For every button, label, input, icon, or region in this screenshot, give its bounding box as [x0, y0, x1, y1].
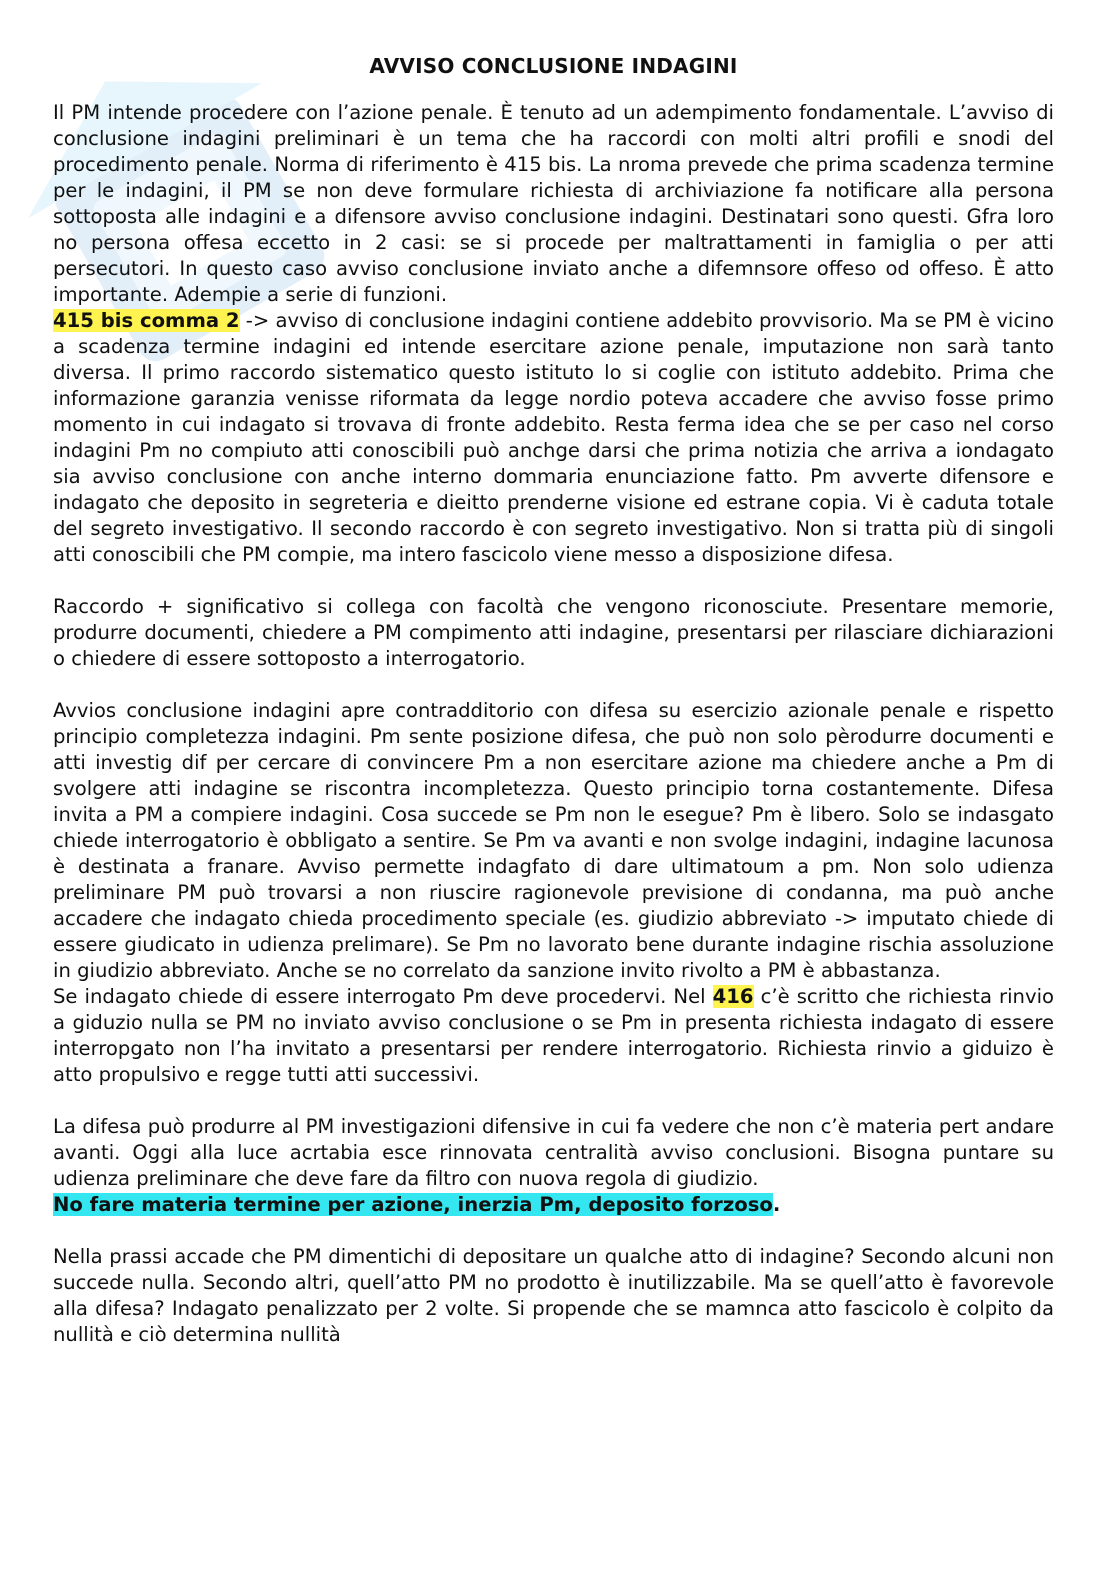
paragraph-heading-highlight	[53, 1192, 1054, 1218]
spacer	[53, 672, 1054, 698]
spacer	[53, 1088, 1054, 1114]
spacer	[53, 568, 1054, 594]
paragraph-interrogatorio-text-b: c’è scritto che richiesta rinvio a giduzio nulla se PM no inviato avviso conclusione o se Pm in presenta richiesta indagato di essere interropgato non l’ha invitato a presentarsi per rendere interrogatorio. Richiesta rinvio a giduizo è atto propulsivo e regge tutti atti successivi.	[53, 985, 1054, 1086]
highlight-no-fare-materia: No fare materia termine per azione, inerzia Pm, deposito forzoso	[53, 1193, 773, 1216]
paragraph-contradditorio: Avvios conclusione indagini apre contradditorio con difesa su esercizio azionale penale e rispetto principio completezza indagini. Pm sente posizione difesa, che può non solo pèrodurre documenti e atti investig dif per cercare di convincere Pm a non esercitare azione ma chiedere anche a Pm di svolgere atti indagine se riscontra incompletezza. Questo principio torna costantemente. Difesa invita a PM a compiere indagini. Cosa succede se Pm non le esegue? Pm è libero. Solo se indasgato chiede interrogatorio è obbligato a sentire. Se Pm va avanti e non svolge indagini, indagine lacunosa è destinata a franare. Avviso permette indagfato di dare ultimatoum a pm. Non solo udienza preliminare PM può trovarsi a non riuscire ragionevole previsione di condanna, ma può anche accadere che indagato chieda procedimento speciale (es. giudizio abbreviato -> imputato chiede di essere giudicato in udienza prelimare). Se Pm no lavorato bene durante indagine rischia assoluzione in giudizio abbreviato. Anche se no correlato da sanzione invito rivolto a PM è abbastanza.	[53, 699, 1054, 982]
document-title: AVVISO CONCLUSIONE INDAGINI	[369, 54, 738, 78]
paragraph-interrogatorio-text-a: Se indagato chiede di essere interrogato Pm deve procedervi. Nel	[53, 985, 713, 1008]
spacer	[53, 1218, 1054, 1244]
paragraph-415-bis-text: -> avviso di conclusione indagini contiene addebito provvisorio. Ma se PM è vicino a scadenza termine indagini ed intende esercitare azione penale, imputazione non sarà tanto diversa. Il primo raccordo sistematico questo istituto lo si coglie con istituto addebito. Prima che informazione garanzia venisse riformata da legge nordio poteva accadere che avviso fosse primo momento in cui indagato si trovava di fronte addebito. Resta ferma idea che se per caso nel corso indagini Pm no compiuto atti conoscibili può anchge darsi che prima notizia che arriva a iondagato sia avviso conclusione con anche interno dommaria enunciazione fatto. Pm avverte difensore e indagato che deposito in segreteria e dieitto prenderne visione ed estrane copia. Vi è caduta totale del segreto investigativo. Il secondo raccordo è con segreto investigativo. Non si tratta più di singoli atti conoscibili che PM compie, ma intero fascicolo viene messo a disposizione difesa.	[53, 309, 1054, 566]
highlight-416: 416	[712, 985, 754, 1008]
highlight-415-bis-comma-2: 415 bis comma 2	[53, 309, 240, 332]
paragraph-interrogatorio	[53, 984, 1054, 1088]
paragraph-415-bis	[53, 308, 1054, 568]
document-page	[53, 50, 1054, 1348]
paragraph-prassi: Nella prassi accade che PM dimentichi di depositare un qualche atto di indagine? Secondo alcuni non succede nulla. Secondo altri, quell’atto PM no prodotto è inutilizzabile. Ma se quell’atto è favorevole alla difesa? Indagato penalizzato per 2 volte. Si propende che se mamnca atto fascicolo è colpito da nullità e ciò determina nullità	[53, 1245, 1054, 1346]
highlight-period: .	[772, 1193, 781, 1216]
paragraph-difesa: La difesa può produrre al PM investigazioni difensive in cui fa vedere che non c’è materia pert andare avanti. Oggi alla luce acrtabia esce rinnovata centralità avviso conclusioni. Bisogna puntare su udienza preliminare che deve fare da filtro con nuova regola di giudizio.	[53, 1115, 1054, 1190]
paragraph-raccordo: Raccordo + significativo si collega con facoltà che vengono riconosciute. Presentare memorie, produrre documenti, chiedere a PM compimento atti indagine, presentarsi per rilasciare dichiarazioni o chiedere di essere sottoposto a interrogatorio.	[53, 595, 1054, 670]
paragraph-intro: Il PM intende procedere con l’azione penale. È tenuto ad un adempimento fondamentale. L’avviso di conclusione indagini preliminari è un tema che ha raccordi con molti altri profili e snodi del procedimento penale. Norma di riferimento è 415 bis. La nroma prevede che prima scadenza termine per le indagini, il PM se non deve formulare richiesta di archiviazione fa notificare alla persona sottoposta alle indagini e a difensore avviso conclusione indagini. Destinatari sono questi. Gfra loro no persona offesa eccetto in 2 casi: se si procede per maltrattamenti in famiglia o per atti persecutori. In questo caso avviso conclusione inviato anche a difemnsore offeso od offeso. È atto importante. Adempie a serie di funzioni.	[53, 101, 1054, 306]
